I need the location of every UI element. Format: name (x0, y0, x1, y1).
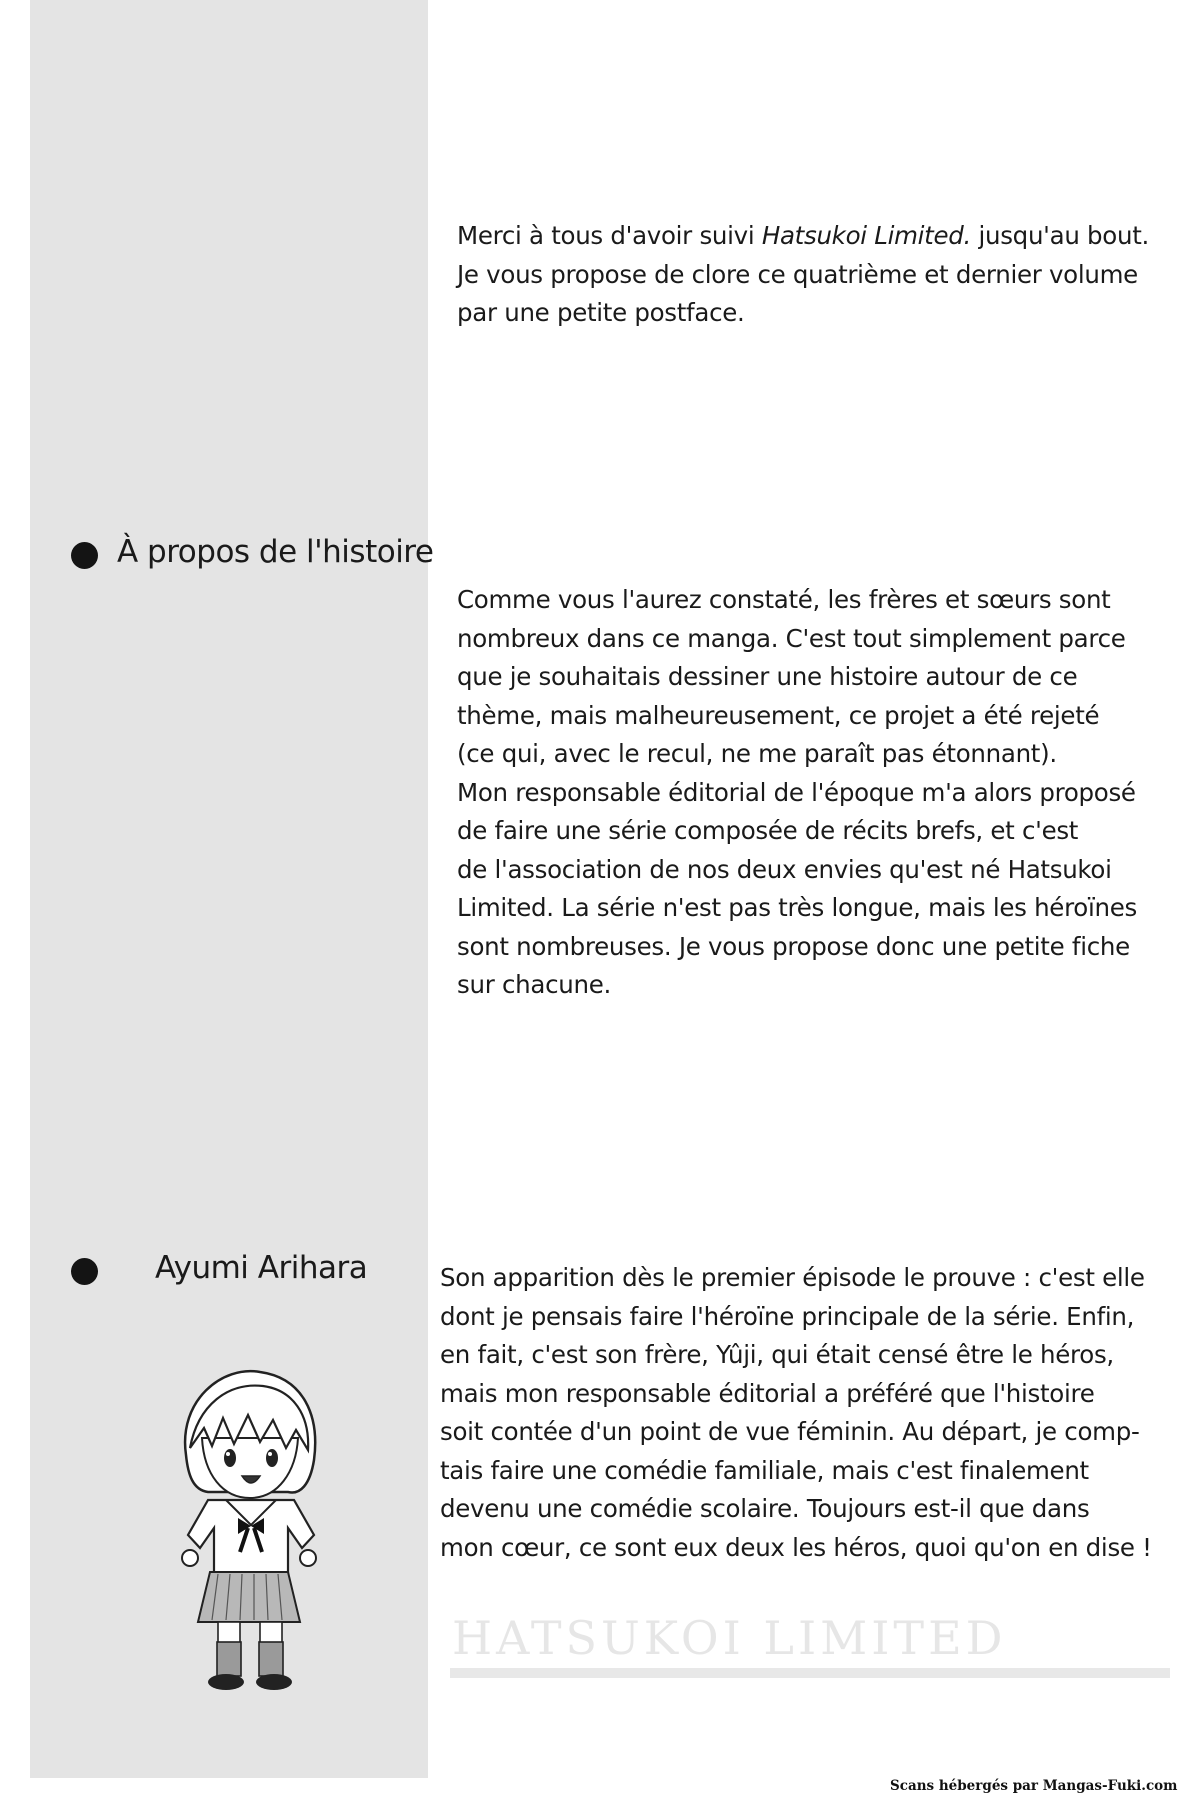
section-heading-ayumi: Ayumi Arihara (155, 1250, 368, 1286)
story-line: Mon responsable éditorial de l'époque m'a alors proposé (457, 777, 1136, 807)
watermark-underline (450, 1668, 1170, 1678)
story-paragraph (457, 581, 1137, 1005)
intro-line: Merci à tous d'avoir suivi Hatsukoi Limited. jusqu'au bout. (457, 221, 1149, 250)
ayumi-line: devenu une comédie scolaire. Toujours est-il que dans (440, 1494, 1090, 1523)
story-line: de faire une série composée de récits brefs, et c'est (457, 816, 1079, 845)
ayumi-line: mon cœur, ce sont eux deux les héros, quoi qu'on en dise ! (440, 1532, 1152, 1562)
story-line: Limited. La série n'est pas très longue, mais les héroïnes (457, 893, 1137, 922)
ayumi-line: Son apparition dès le premier épisode le prouve : c'est elle (440, 1263, 1145, 1292)
story-line: (ce qui, avec le recul, ne me paraît pas étonnant). (457, 739, 1057, 768)
intro-paragraph (457, 217, 1149, 333)
bullet-icon (71, 542, 98, 569)
story-line: que je souhaitais dessiner une histoire autour de ce (457, 662, 1078, 691)
story-line: sur chacune. (457, 970, 611, 999)
scan-credit: Scans hébergés par Mangas-Fuki.com (890, 1778, 1178, 1794)
ayumi-line: dont je pensais faire l'héroïne principale de la série. Enfin, (440, 1301, 1135, 1331)
ayumi-paragraph (440, 1259, 1152, 1567)
series-title: Hatsukoi Limited. (761, 221, 971, 250)
ayumi-line: mais mon responsable éditorial a préféré que l'histoire (440, 1378, 1095, 1408)
story-line: thème, mais malheureusement, ce projet a été rejeté (457, 700, 1100, 730)
bullet-icon (71, 1258, 98, 1285)
story-line: nombreux dans ce manga. C'est tout simplement parce (457, 623, 1126, 653)
ayumi-chibi-illustration (168, 1360, 328, 1695)
story-line: sont nombreuses. Je vous propose donc une petite fiche (457, 931, 1130, 961)
ayumi-line: soit contée d'un point de vue féminin. Au départ, je comp- (440, 1417, 1140, 1446)
story-line: Comme vous l'aurez constaté, les frères et sœurs sont (457, 585, 1111, 614)
section-heading-story: À propos de l'histoire (117, 534, 434, 570)
series-watermark: HATSUKOI LIMITED (452, 1611, 1007, 1665)
story-line: de l'association de nos deux envies qu'est né Hatsukoi (457, 854, 1112, 884)
intro-line: Je vous propose de clore ce quatrième et dernier volume (457, 259, 1138, 289)
ayumi-line: tais faire une comédie familiale, mais c'est finalement (440, 1455, 1089, 1485)
intro-line: par une petite postface. (457, 298, 745, 327)
ayumi-line: en fait, c'est son frère, Yûji, qui était censé être le héros, (440, 1340, 1114, 1369)
